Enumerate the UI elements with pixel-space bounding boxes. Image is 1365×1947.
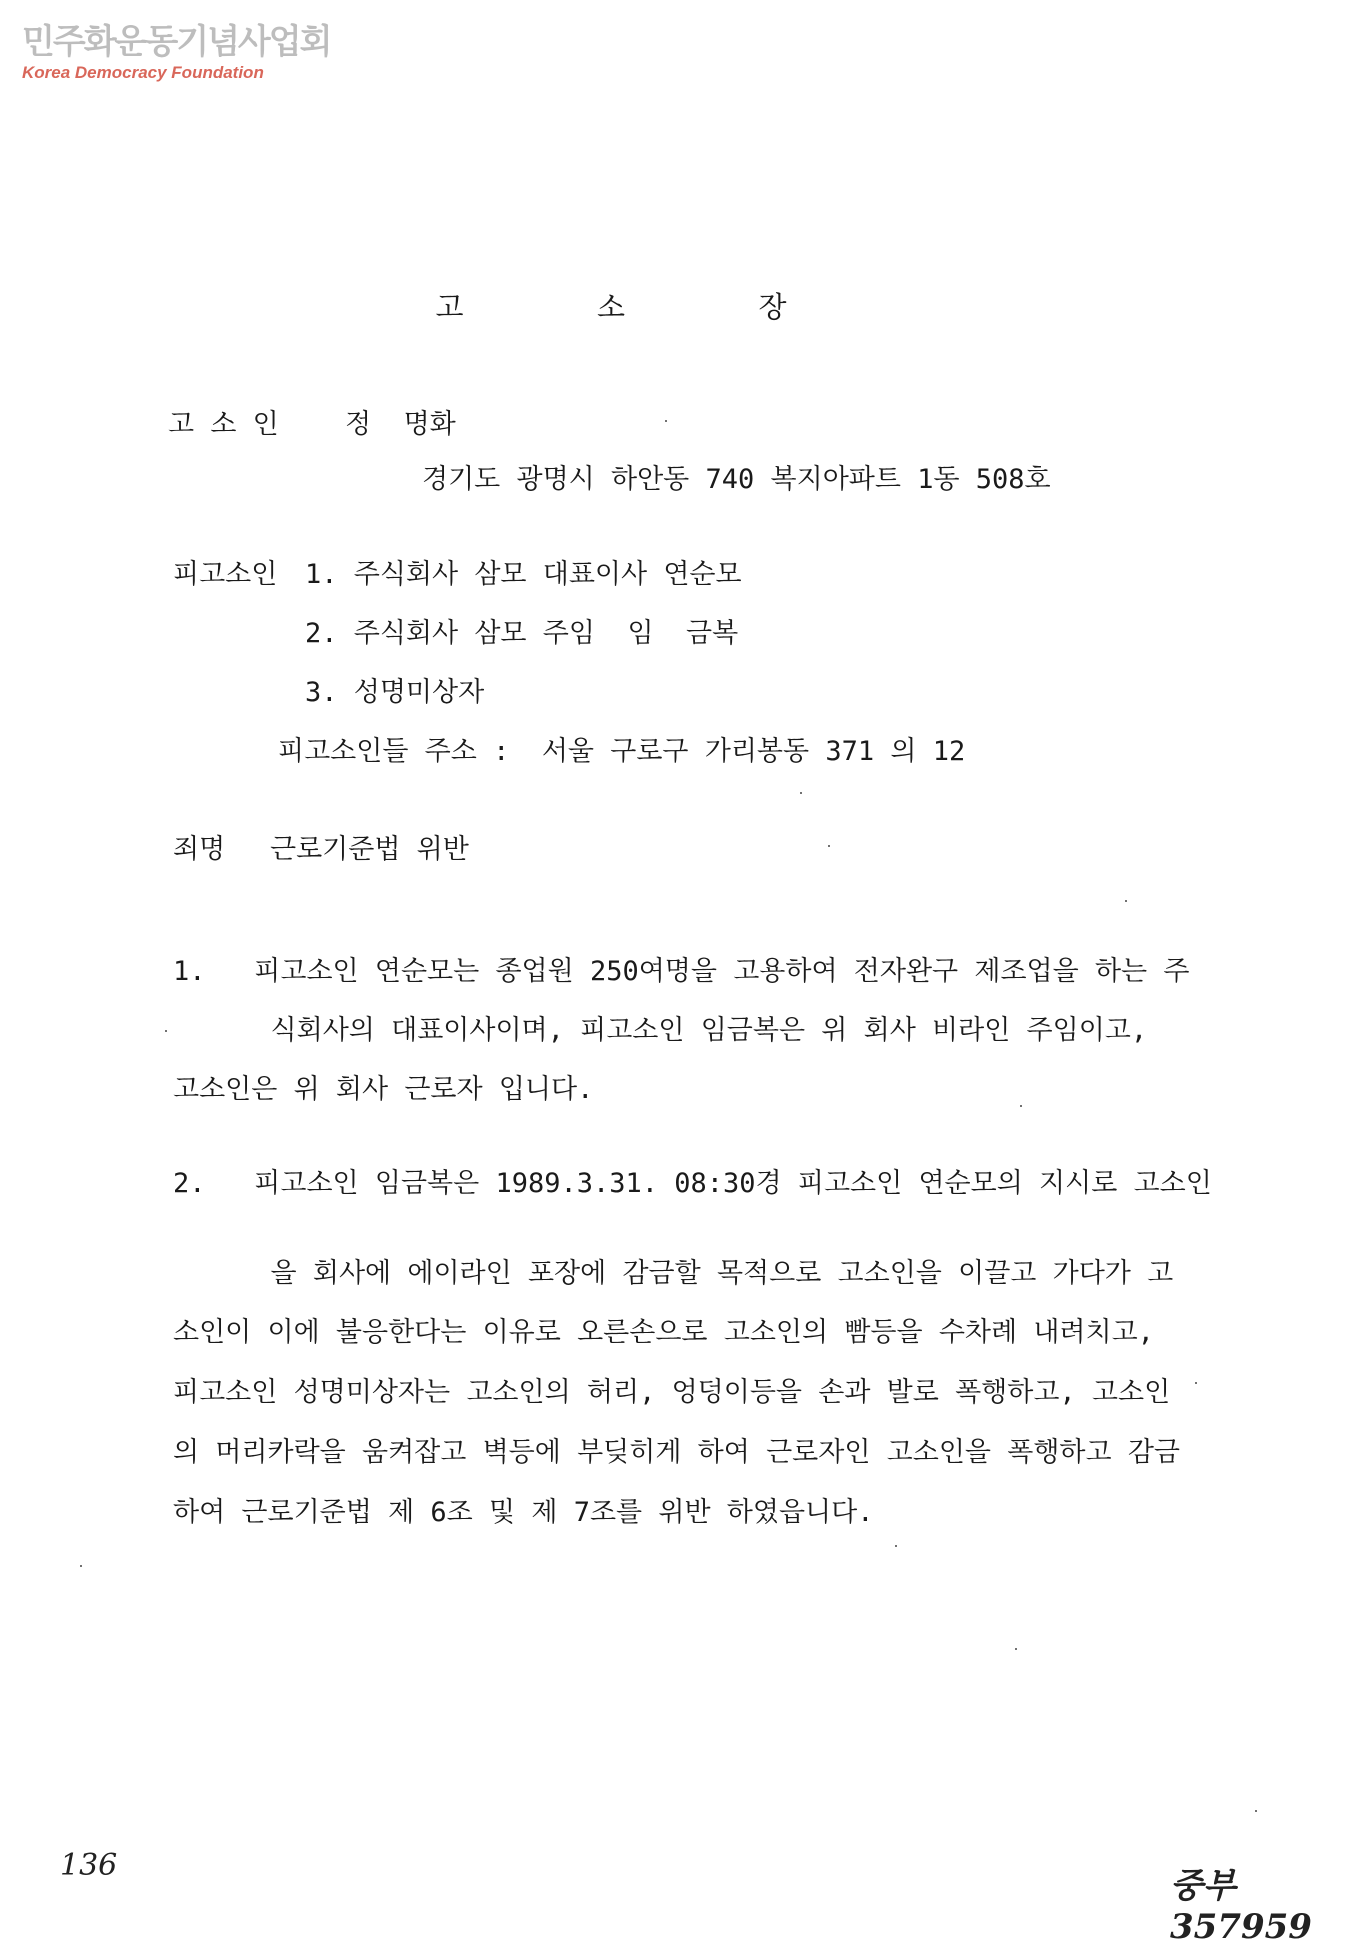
body-line: 피고소인 성명미상자는 고소인의 허리, 엉덩이등을 손과 발로 폭행하고, 고소인	[173, 1377, 1171, 1408]
body-line: 고소인은 위 회사 근로자 입니다.	[173, 1074, 594, 1105]
scan-speck	[165, 1030, 167, 1032]
body-line: 식회사의 대표이사이며, 피고소인 임금복은 위 회사 비라인 주임이고,	[173, 1015, 1148, 1046]
body-line: 1. 피고소인 연순모는 종업원 250여명을 고용하여 전자완구 제조업을 하는 주	[173, 956, 1190, 987]
handwritten-archive-number: 중부 357959	[1170, 1866, 1312, 1947]
defendant-item: 1. 주식회사 삼모 대표이사 연순모	[305, 559, 742, 590]
complainant-name: 정 명화	[345, 409, 456, 440]
charge-value: 근로기준법 위반	[270, 834, 469, 865]
scan-speck	[665, 420, 667, 422]
document-title: 고 소 장	[435, 290, 845, 324]
watermark-english: Korea Democracy Foundation	[22, 63, 264, 82]
body-line: 의 머리카락을 움켜잡고 벽등에 부딪히게 하여 근로자인 고소인을 폭행하고 감금	[173, 1437, 1181, 1468]
body-line: 소인이 이에 불응한다는 이유로 오른손으로 고소인의 빰등을 수차례 내려치고,	[173, 1317, 1154, 1348]
scan-speck	[1015, 1648, 1017, 1650]
defendants-address: 피고소인들 주소 : 서울 구로구 가리봉동 371 의 12	[278, 736, 966, 767]
complainant-label: 고 소 인	[168, 409, 279, 440]
body-line: 을 회사에 에이라인 포장에 감금할 목적으로 고소인을 이끌고 가다가 고	[173, 1258, 1174, 1289]
body-line: 하여 근로기준법 제 6조 및 제 7조를 위반 하였읍니다.	[173, 1497, 874, 1528]
scan-speck	[1125, 900, 1127, 902]
scan-speck	[895, 1545, 897, 1547]
watermark-logo	[22, 22, 330, 84]
complainant-address: 경기도 광명시 하안동 740 복지아파트 1동 508호	[422, 464, 1051, 495]
watermark-korean: 민주화운동기념사업회	[22, 22, 331, 62]
defendants-label: 피고소인	[173, 559, 278, 590]
scan-speck	[1195, 1382, 1197, 1384]
defendant-item: 2. 주식회사 삼모 주임 임 금복	[305, 618, 739, 649]
body-line: 2. 피고소인 임금복은 1989.3.31. 08:30경 피고소인 연순모의 지시로 고소인	[173, 1168, 1212, 1199]
defendant-item: 3. 성명미상자	[305, 677, 485, 708]
scan-speck	[1255, 1810, 1257, 1812]
scan-speck	[1020, 1105, 1022, 1107]
scan-speck	[80, 1565, 82, 1567]
scan-speck	[800, 792, 802, 794]
charge-label: 죄명	[173, 834, 226, 865]
handwritten-page-number: 136	[60, 1848, 118, 1883]
scan-speck	[828, 845, 830, 847]
